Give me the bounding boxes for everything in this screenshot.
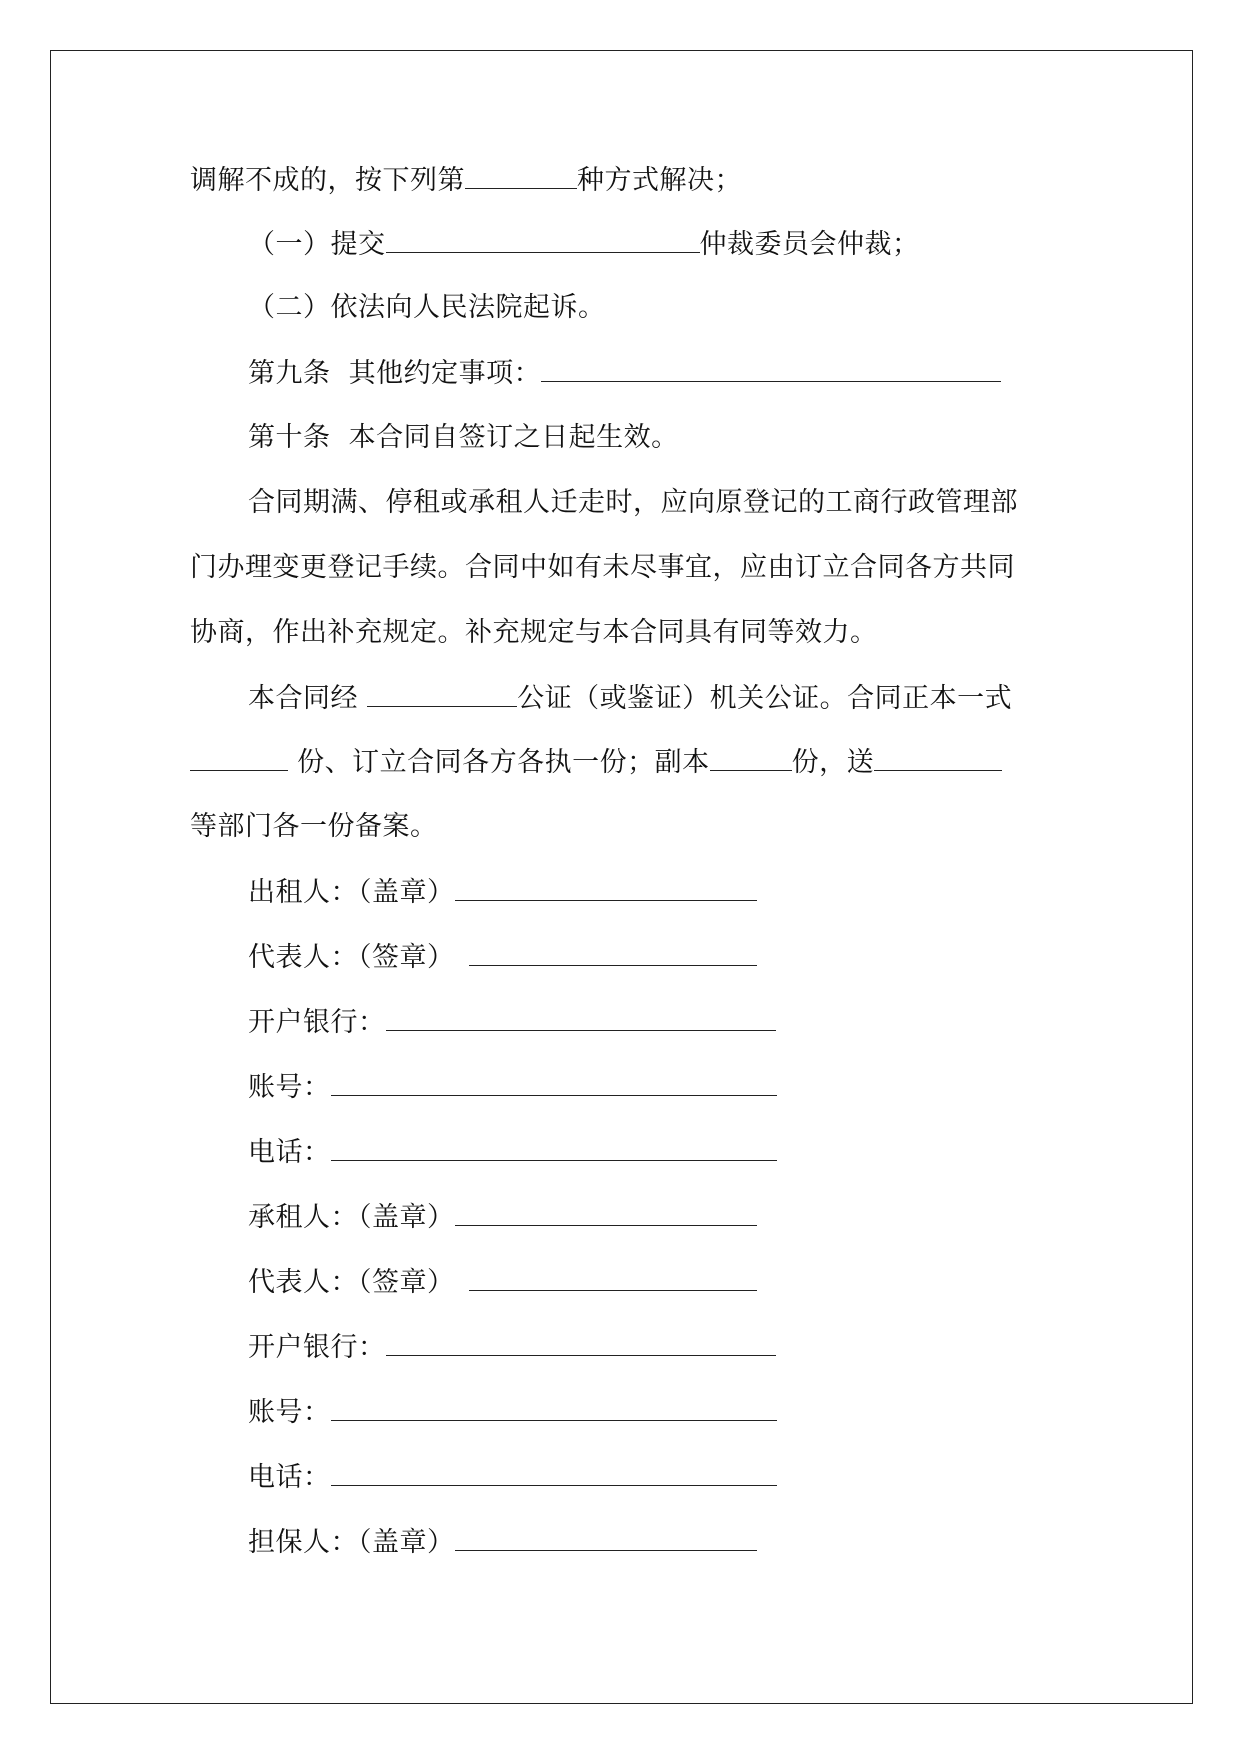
lessor-bank-line	[248, 1002, 776, 1043]
lessor-account-blank[interactable]	[331, 1067, 777, 1096]
lessor-bank-blank[interactable]	[386, 1002, 776, 1031]
lessor-account-line	[248, 1067, 777, 1108]
lessor-rep-line	[248, 937, 757, 978]
lessor-account-label: 账号：	[248, 1072, 331, 1103]
lessor-seal-label: 出租人：（盖章）	[248, 877, 455, 908]
guarantor-seal-line	[248, 1522, 757, 1563]
expiry-paragraph-line1: 合同期满、停租或承租人迁走时，应向原登记的工商行政管理部	[248, 487, 1018, 518]
option1-line	[248, 224, 920, 265]
lessor-phone-blank[interactable]	[331, 1132, 777, 1161]
guarantor-seal-blank[interactable]	[455, 1522, 757, 1551]
original-copies-blank[interactable]	[190, 742, 288, 771]
lessee-seal-line	[248, 1197, 757, 1238]
duplicate-copies-blank[interactable]	[710, 742, 792, 771]
lessor-bank-label: 开户银行：	[248, 1007, 386, 1038]
notary-line3: 等部门各一份备案。	[190, 811, 438, 842]
lessee-phone-label: 电话：	[248, 1462, 331, 1493]
lessor-rep-label: 代表人：（签章）	[248, 942, 455, 973]
expiry-paragraph-line2: 门办理变更登记手续。合同中如有未尽事宜，应由订立合同各方共同	[190, 552, 1015, 583]
notary-line2-b: 份，送	[791, 747, 875, 778]
other-matters-blank[interactable]	[541, 353, 1001, 382]
dispute-intro-tail: 种方式解决；	[577, 165, 742, 196]
lessee-rep-line	[248, 1262, 757, 1303]
guarantor-seal-label: 担保人：（盖章）	[248, 1527, 455, 1558]
lessor-seal-line	[248, 872, 757, 913]
lessee-phone-blank[interactable]	[331, 1457, 777, 1486]
notary-office-blank[interactable]	[367, 678, 517, 707]
dispute-method-blank[interactable]	[465, 160, 577, 189]
expiry-paragraph-line3: 协商，作出补充规定。补充规定与本合同具有同等效力。	[190, 617, 878, 648]
lessee-bank-line	[248, 1327, 776, 1368]
arbitration-committee-blank[interactable]	[386, 224, 700, 253]
option1-label: （一）提交	[248, 229, 386, 260]
lessor-seal-blank[interactable]	[455, 872, 757, 901]
lessor-phone-line	[248, 1132, 777, 1173]
lessor-phone-label: 电话：	[248, 1137, 331, 1168]
dispute-line	[190, 160, 742, 201]
lessee-rep-blank[interactable]	[469, 1262, 757, 1291]
lessee-phone-line	[248, 1457, 777, 1498]
notary-line1	[248, 678, 1012, 719]
notary-line1-a: 本合同经	[248, 683, 368, 714]
lessee-bank-label: 开户银行：	[248, 1332, 386, 1363]
article9-line	[248, 353, 1001, 394]
lessee-seal-label: 承租人：（盖章）	[248, 1202, 455, 1233]
lessee-account-line	[248, 1392, 777, 1433]
lessee-rep-label: 代表人：（签章）	[248, 1267, 455, 1298]
dispute-intro: 调解不成的，按下列第	[190, 165, 465, 196]
article10-line: 第十条 本合同自签订之日起生效。	[248, 422, 679, 453]
lessee-seal-blank[interactable]	[455, 1197, 757, 1226]
lessor-rep-blank[interactable]	[469, 937, 757, 966]
lessee-account-label: 账号：	[248, 1397, 331, 1428]
notary-line2	[190, 742, 1002, 783]
notary-line1-b: 公证（或鉴证）机关公证。合同正本一式	[517, 683, 1013, 714]
article9-label: 第九条 其他约定事项：	[248, 358, 542, 389]
lessee-account-blank[interactable]	[331, 1392, 777, 1421]
option1-tail: 仲裁委员会仲裁；	[699, 229, 920, 260]
recipient-departments-blank[interactable]	[874, 742, 1002, 771]
lessee-bank-blank[interactable]	[386, 1327, 776, 1356]
notary-line2-a: 份、订立合同各方各执一份；副本	[288, 747, 710, 778]
option2-line: （二）依法向人民法院起诉。	[248, 292, 606, 323]
